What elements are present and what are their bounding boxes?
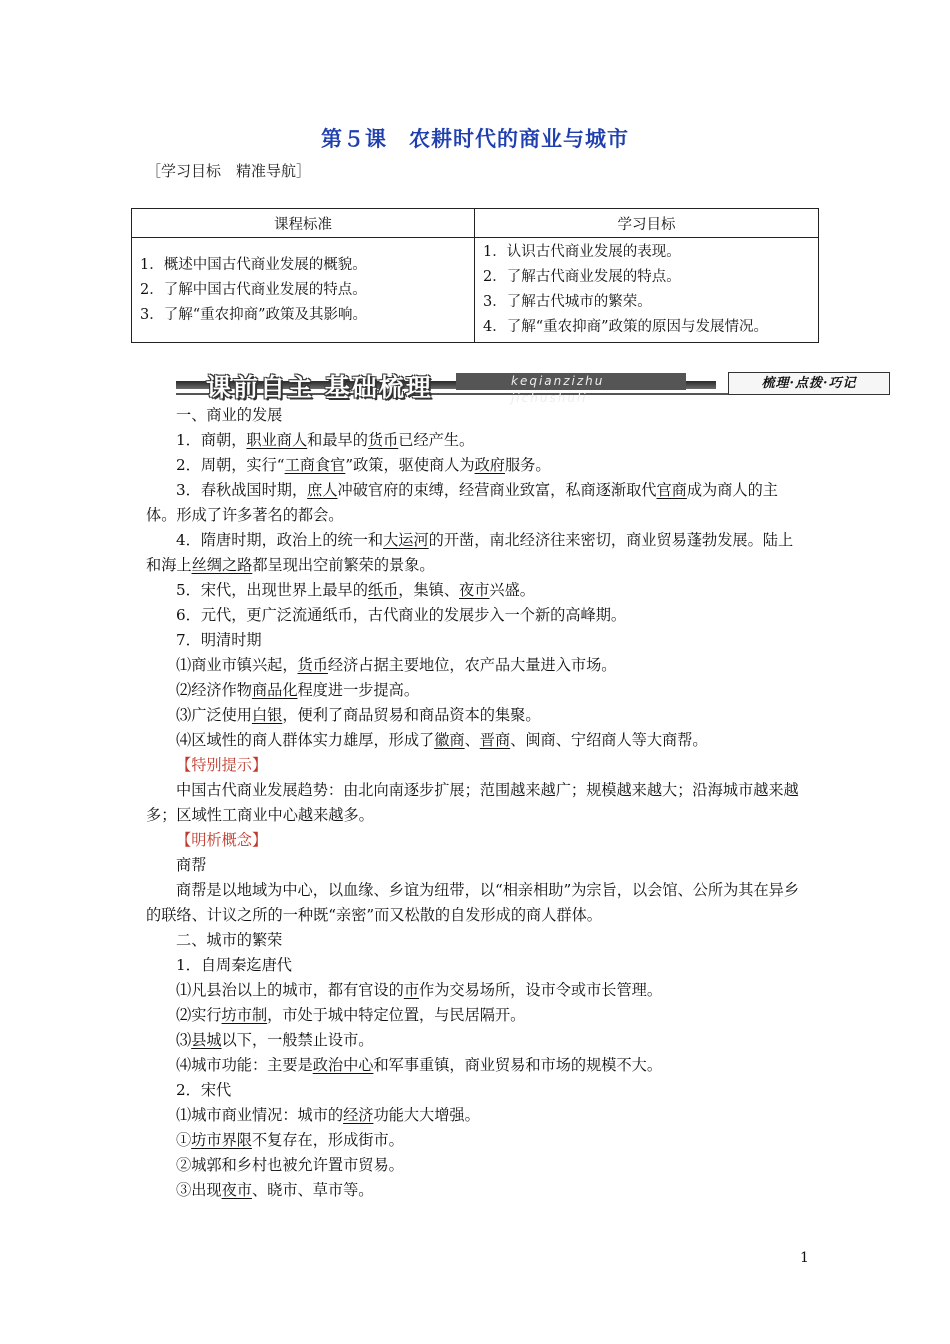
page-number: 1 bbox=[800, 1250, 809, 1266]
answer-blank: 庶人 bbox=[307, 481, 338, 499]
standards-table bbox=[131, 208, 819, 343]
standard-item: 2．了解中国古代商业发展的特点。 bbox=[140, 281, 367, 298]
banner-pinyin: keqianzizhu jichushuli bbox=[456, 373, 686, 390]
paragraph: ②城郭和乡村也被允许置市贸易。 bbox=[176, 1156, 404, 1174]
answer-blank: 夜市 bbox=[221, 1181, 252, 1199]
paragraph: ⑵实行坊市制，市处于城中特定位置，与民居隔开。 bbox=[176, 1006, 526, 1024]
answer-blank: 职业商人 bbox=[246, 431, 308, 449]
answer-blank: 工商食官 bbox=[284, 456, 346, 474]
concept-term: 商帮 bbox=[176, 856, 207, 874]
paragraph: ③出现夜市、晓市、草市等。 bbox=[176, 1181, 374, 1199]
answer-blank: 徽商 bbox=[434, 731, 465, 749]
answer-blank: 官商 bbox=[656, 481, 687, 499]
goal-item: 2．了解古代商业发展的特点。 bbox=[483, 269, 681, 285]
paragraph: ⑴凡县治以上的城市，都有官设的市作为交易场所，设市令或市长管理。 bbox=[176, 981, 662, 999]
section-banner bbox=[176, 371, 890, 405]
concept-text: 商帮是以地域为中心，以血缘、乡谊为纽带，以“相亲相助”为宗旨，以会馆、公所为其在异乡的联络、计议之所的一种既“亲密”而又松散的自发形成的商人群体。 bbox=[146, 881, 800, 924]
answer-blank: 夜市 bbox=[459, 581, 490, 599]
goal-item: 4．了解“重农抑商”政策的原因与发展情况。 bbox=[483, 319, 769, 335]
banner-tag: 梳理·点拨·巧记 bbox=[728, 372, 890, 395]
paragraph: ⑴商业市镇兴起，货币经济占据主要地位，农产品大量进入市场。 bbox=[176, 656, 617, 674]
paragraph: ⑵经济作物商品化程度进一步提高。 bbox=[176, 681, 419, 699]
paragraph: 1．自周秦迄唐代 bbox=[176, 956, 292, 974]
goals-cell bbox=[475, 238, 819, 343]
answer-blank: 县城 bbox=[191, 1031, 222, 1049]
table-row bbox=[132, 238, 819, 343]
answer-blank: 晋商 bbox=[479, 731, 511, 749]
goal-item: 1．认识古代商业发展的表现。 bbox=[483, 244, 681, 260]
table-header-standards: 课程标准 bbox=[132, 209, 475, 238]
special-tip-text: 中国古代商业发展趋势：由北向南逐步扩展；范围越来越广；规模越来越大；沿海城市越来越多；区域性工商业中心越来越多。 bbox=[146, 781, 799, 824]
main-content bbox=[146, 403, 808, 1203]
lesson-title: 第５课 农耕时代的商业与城市 bbox=[321, 126, 629, 151]
section-heading: 一、商业的发展 bbox=[176, 406, 283, 424]
section-heading: 二、城市的繁荣 bbox=[176, 931, 283, 949]
paragraph: ①坊市界限不复存在，形成街市。 bbox=[176, 1131, 404, 1149]
concept-label: 【明析概念】 bbox=[176, 831, 268, 849]
answer-blank: 纸币 bbox=[367, 581, 399, 599]
answer-blank: 市 bbox=[403, 981, 419, 999]
answer-blank: 白银 bbox=[251, 706, 283, 724]
paragraph: ⑷城市功能：主要是政治中心和军事重镇，商业贸易和市场的规模不大。 bbox=[176, 1056, 662, 1074]
paragraph: 7．明清时期 bbox=[176, 631, 262, 649]
answer-blank: 政治中心 bbox=[312, 1056, 374, 1074]
paragraph: ⑶广泛使用白银，便利了商品贸易和商品资本的集聚。 bbox=[176, 706, 541, 724]
paragraph: 6．元代，更广泛流通纸币，古代商业的发展步入一个新的高峰期。 bbox=[176, 606, 627, 624]
answer-blank: 大运河 bbox=[383, 531, 429, 549]
paragraph: ⑶县城以下，一般禁止设市。 bbox=[176, 1031, 374, 1049]
answer-blank: 货币 bbox=[367, 431, 399, 449]
learning-goals-label: ［学习目标 精准导航］ bbox=[146, 162, 312, 180]
paragraph: 4．隋唐时期，政治上的统一和大运河的开凿，南北经济往来密切，商业贸易蓬勃发展。陆上和海上丝绸之路都呈现出空前繁荣的景象。 bbox=[146, 531, 794, 574]
table-header-goals: 学习目标 bbox=[475, 209, 819, 238]
standard-item: 1．概述中国古代商业发展的概貌。 bbox=[140, 256, 367, 273]
answer-blank: 商品化 bbox=[251, 681, 298, 699]
answer-blank: 政府 bbox=[474, 456, 505, 474]
paragraph: ⑴城市商业情况：城市的经济功能大大增强。 bbox=[176, 1106, 480, 1124]
standard-item: 3．了解“重农抑商”政策及其影响。 bbox=[140, 306, 368, 323]
paragraph: 2．宋代 bbox=[176, 1081, 232, 1099]
standards-cell bbox=[132, 238, 475, 343]
table-header-row bbox=[132, 209, 819, 238]
paragraph: 1．商朝，职业商人和最早的货币已经产生。 bbox=[176, 431, 475, 449]
answer-blank: 坊市界限 bbox=[191, 1131, 252, 1149]
answer-blank: 经济 bbox=[343, 1106, 374, 1124]
paragraph: 2．周朝，实行“工商食官”政策，驱使商人为政府服务。 bbox=[176, 456, 551, 474]
answer-blank: 丝绸之路 bbox=[191, 556, 253, 574]
paragraph: ⑷区域性的商人群体实力雄厚，形成了徽商、晋商、闽商、宁绍商人等大商帮。 bbox=[176, 731, 708, 749]
special-tip-label: 【特别提示】 bbox=[176, 756, 268, 774]
paragraph: 3．春秋战国时期，庶人冲破官府的束缚，经营商业致富，私商逐渐取代官商成为商人的主体。形成了许多著名的都会。 bbox=[146, 481, 778, 524]
answer-blank: 坊市制 bbox=[221, 1006, 268, 1024]
banner-title: 课前自主 基础梳理 bbox=[206, 373, 433, 402]
answer-blank: 货币 bbox=[297, 656, 328, 674]
goal-item: 3．了解古代城市的繁荣。 bbox=[483, 294, 652, 310]
paragraph: 5．宋代，出现世界上最早的纸币，集镇、夜市兴盛。 bbox=[176, 581, 535, 599]
